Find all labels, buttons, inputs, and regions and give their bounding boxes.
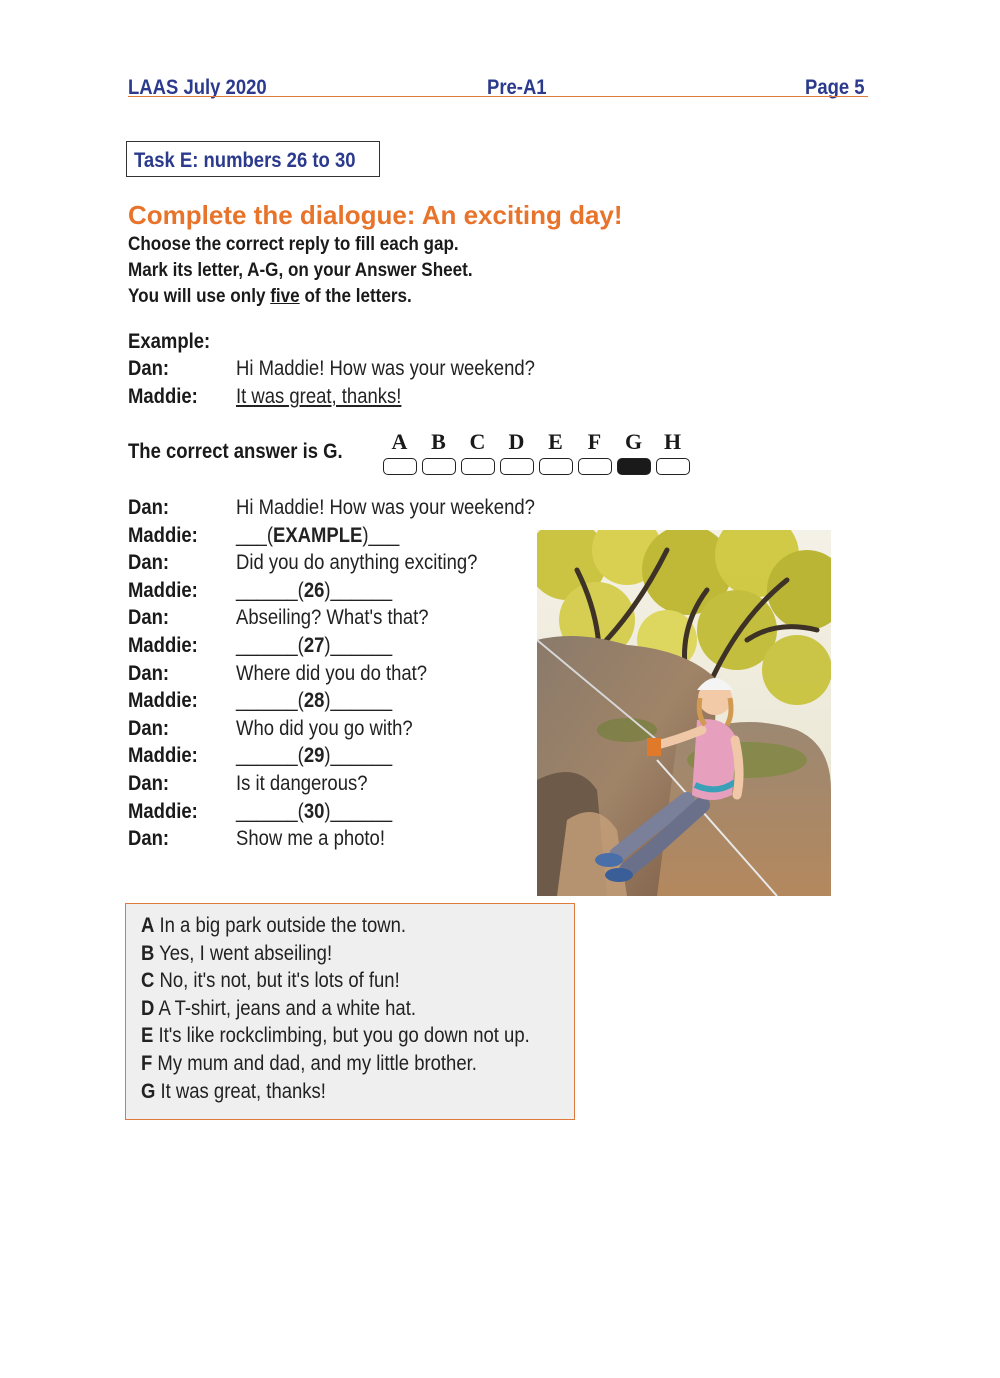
example-speaker-maddie: Maddie: — [128, 385, 198, 408]
dialogue-line: Where did you do that? — [236, 662, 428, 685]
dialogue-gap: ______(28)______ — [236, 689, 393, 712]
option-d: D A T-shirt, jeans and a white hat. — [141, 997, 416, 1020]
answer-bubble-box — [656, 458, 690, 475]
instruction-line-3: You will use only five of the letters. — [128, 286, 412, 307]
option-a: A In a big park outside the town. — [141, 914, 407, 937]
abseiling-photo — [537, 530, 831, 896]
example-line-2: It was great, thanks! — [236, 385, 402, 408]
option-f: F My mum and dad, and my little brother. — [141, 1052, 477, 1075]
dialogue-line: Who did you go with? — [236, 717, 413, 740]
example-label: Example: — [128, 330, 211, 353]
dialogue-speaker: Dan: — [128, 772, 170, 795]
answer-bubbles — [380, 430, 692, 482]
option-c: C No, it's not, but it's lots of fun! — [141, 969, 400, 992]
dialogue-line: Abseiling? What's that? — [236, 606, 429, 629]
answer-bubble-e — [536, 430, 575, 475]
example-speaker-dan: Dan: — [128, 357, 170, 380]
answer-bubble-box — [461, 458, 495, 475]
answer-letter: E — [548, 429, 563, 454]
correct-answer-label: The correct answer is G. — [128, 440, 343, 463]
answer-bubble-c — [458, 430, 497, 475]
option-g: G It was great, thanks! — [141, 1080, 326, 1103]
header-rule — [128, 96, 868, 97]
task-label: Task E: numbers 26 to 30 — [134, 149, 356, 172]
dialogue-line: Show me a photo! — [236, 827, 385, 850]
dialogue-speaker: Dan: — [128, 551, 170, 574]
answer-bubble-box — [383, 458, 417, 475]
answer-bubble-box — [500, 458, 534, 475]
answer-bubble-h — [653, 430, 692, 475]
dialogue-speaker: Maddie: — [128, 800, 198, 823]
dialogue-gap: ______(27)______ — [236, 634, 393, 657]
answer-letter: B — [431, 429, 446, 454]
dialogue-speaker: Dan: — [128, 606, 170, 629]
dialogue-speaker: Maddie: — [128, 524, 198, 547]
instruction-line-1: Choose the correct reply to fill each gap. — [128, 234, 459, 255]
dialogue-speaker: Dan: — [128, 662, 170, 685]
dialogue-gap: ______(26)______ — [236, 579, 393, 602]
option-b: B Yes, I went abseiling! — [141, 942, 333, 965]
answer-bubble-box — [539, 458, 573, 475]
answer-letter: D — [508, 429, 525, 454]
dialogue-speaker: Maddie: — [128, 744, 198, 767]
dialogue-speaker: Dan: — [128, 496, 170, 519]
dialogue-gap: ______(30)______ — [236, 800, 393, 823]
answer-letter: F — [587, 429, 602, 454]
answer-bubble-f — [575, 430, 614, 475]
answer-bubble-d — [497, 430, 536, 475]
answer-letter: C — [469, 429, 486, 454]
dialogue-speaker: Dan: — [128, 717, 170, 740]
answer-bubble-box — [578, 458, 612, 475]
answer-letter: G — [624, 429, 643, 454]
answer-bubble-box — [617, 458, 651, 475]
dialogue-speaker: Dan: — [128, 827, 170, 850]
answer-bubble-box — [422, 458, 456, 475]
dialogue-line: Hi Maddie! How was your weekend? — [236, 496, 535, 519]
dialogue-speaker: Maddie: — [128, 634, 198, 657]
dialogue-line: Did you do anything exciting? — [236, 551, 478, 574]
dialogue-line: Is it dangerous? — [236, 772, 368, 795]
dialogue-gap: ______(29)______ — [236, 744, 393, 767]
header-left: LAAS July 2020 — [128, 76, 267, 99]
answer-bubble-a — [380, 430, 419, 475]
answer-letter: A — [391, 429, 408, 454]
dialogue-speaker: Maddie: — [128, 579, 198, 602]
instruction-line-2: Mark its letter, A-G, on your Answer Sheet. — [128, 260, 473, 281]
header-page-number: Page 5 — [805, 76, 865, 99]
dialogue-speaker: Maddie: — [128, 689, 198, 712]
answer-bubble-b — [419, 430, 458, 475]
dialogue-gap: ___(EXAMPLE)___ — [236, 524, 400, 547]
page-title: Complete the dialogue: An exciting day! — [128, 200, 623, 230]
answer-bubble-g — [614, 430, 653, 475]
header-center: Pre-A1 — [487, 76, 547, 99]
answer-letter: H — [663, 429, 682, 454]
example-line-1: Hi Maddie! How was your weekend? — [236, 357, 535, 380]
option-e: E It's like rockclimbing, but you go down not up. — [141, 1024, 530, 1047]
